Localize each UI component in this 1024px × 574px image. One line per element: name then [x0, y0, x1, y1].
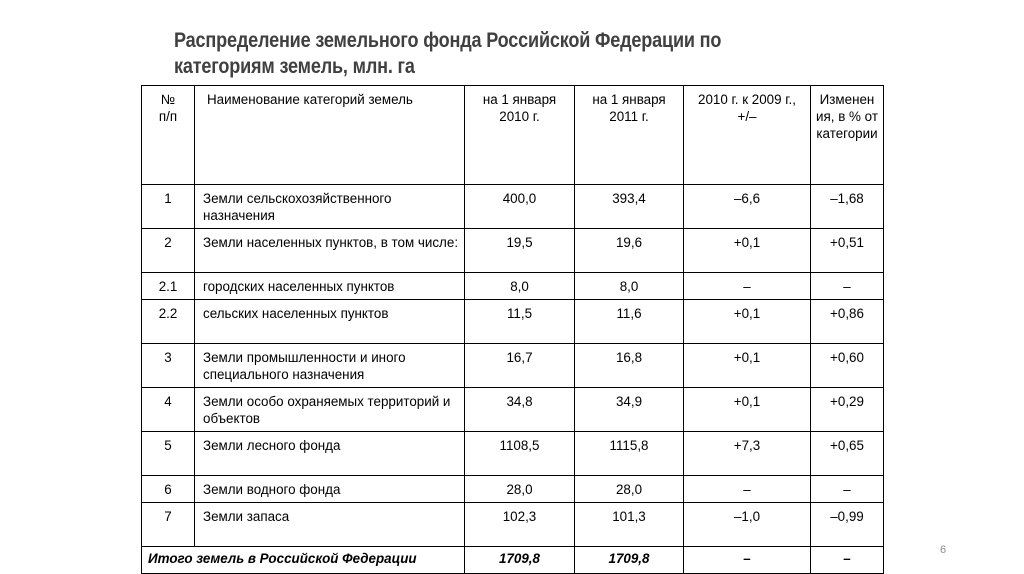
slide-title: Распределение земельного фонда Российской Федерации по категориям земель, млн. га	[174, 29, 722, 78]
cell-change-pct: +0,60	[811, 344, 884, 388]
table-body	[142, 185, 884, 574]
cell-change-pct: –0,99	[811, 503, 884, 547]
total-value-2011: 1709,8	[575, 547, 684, 574]
cell-change-abs: –	[684, 273, 811, 300]
cell-category-name: сельских населенных пунктов	[195, 300, 465, 344]
cell-value-2011: 101,3	[575, 503, 684, 547]
cell-category-name: Земли водного фонда	[195, 476, 465, 503]
cell-category-name: Земли населенных пунктов, в том числе:	[195, 229, 465, 273]
cell-value-2010: 19,5	[465, 229, 575, 273]
land-fund-table-container	[141, 85, 883, 574]
cell-value-2010: 102,3	[465, 503, 575, 547]
cell-value-2010: 28,0	[465, 476, 575, 503]
cell-value-2010: 1108,5	[465, 432, 575, 476]
land-fund-table	[141, 85, 884, 574]
cell-value-2011: 28,0	[575, 476, 684, 503]
header-name: Наименование категорий земель	[195, 86, 465, 185]
cell-value-2010: 8,0	[465, 273, 575, 300]
table-row	[142, 273, 884, 300]
cell-value-2011: 11,6	[575, 300, 684, 344]
cell-category-name: Земли лесного фонда	[195, 432, 465, 476]
table-row	[142, 388, 884, 432]
cell-change-abs: +0,1	[684, 388, 811, 432]
cell-change-abs: –1,0	[684, 503, 811, 547]
header-diff: 2010 г. к 2009 г., +/–	[684, 86, 811, 185]
header-pct: Изменения, в % от категории	[811, 86, 884, 185]
cell-value-2010: 400,0	[465, 185, 575, 229]
cell-num: 2.2	[142, 300, 195, 344]
cell-value-2010: 34,8	[465, 388, 575, 432]
table-row	[142, 432, 884, 476]
cell-change-abs: +7,3	[684, 432, 811, 476]
table-row	[142, 344, 884, 388]
cell-num: 2	[142, 229, 195, 273]
table-row	[142, 503, 884, 547]
cell-value-2011: 8,0	[575, 273, 684, 300]
cell-num: 6	[142, 476, 195, 503]
table-header-row	[142, 86, 884, 185]
cell-change-pct: –	[811, 476, 884, 503]
cell-value-2010: 11,5	[465, 300, 575, 344]
cell-num: 3	[142, 344, 195, 388]
cell-value-2010: 16,7	[465, 344, 575, 388]
cell-category-name: Земли сельскохозяйственного назначения	[195, 185, 465, 229]
total-label: Итого земель в Российской Федерации	[142, 547, 465, 574]
cell-num: 7	[142, 503, 195, 547]
header-2010: на 1 января 2010 г.	[465, 86, 575, 185]
cell-change-pct: +0,29	[811, 388, 884, 432]
cell-value-2011: 393,4	[575, 185, 684, 229]
cell-category-name: городских населенных пунктов	[195, 273, 465, 300]
cell-change-abs: +0,1	[684, 229, 811, 273]
cell-value-2011: 1115,8	[575, 432, 684, 476]
cell-value-2011: 19,6	[575, 229, 684, 273]
cell-change-abs: –	[684, 476, 811, 503]
table-row	[142, 300, 884, 344]
total-change-abs: –	[684, 547, 811, 574]
cell-value-2011: 16,8	[575, 344, 684, 388]
cell-num: 5	[142, 432, 195, 476]
header-num: № п/п	[142, 86, 195, 185]
cell-change-abs: +0,1	[684, 344, 811, 388]
page-number: 6	[940, 544, 947, 556]
header-2011: на 1 января 2011 г.	[575, 86, 684, 185]
cell-num: 2.1	[142, 273, 195, 300]
cell-change-pct: +0,65	[811, 432, 884, 476]
cell-change-abs: +0,1	[684, 300, 811, 344]
total-change-pct: –	[811, 547, 884, 574]
cell-value-2011: 34,9	[575, 388, 684, 432]
cell-change-pct: +0,86	[811, 300, 884, 344]
cell-num: 1	[142, 185, 195, 229]
cell-change-abs: –6,6	[684, 185, 811, 229]
cell-category-name: Земли промышленности и иного специального назначения	[195, 344, 465, 388]
cell-change-pct: –	[811, 273, 884, 300]
cell-change-pct: +0,51	[811, 229, 884, 273]
table-row	[142, 229, 884, 273]
table-total-row	[142, 547, 884, 574]
cell-change-pct: –1,68	[811, 185, 884, 229]
cell-category-name: Земли особо охраняемых территорий и объектов	[195, 388, 465, 432]
total-value-2010: 1709,8	[465, 547, 575, 574]
cell-category-name: Земли запаса	[195, 503, 465, 547]
table-row	[142, 185, 884, 229]
cell-num: 4	[142, 388, 195, 432]
table-row	[142, 476, 884, 503]
